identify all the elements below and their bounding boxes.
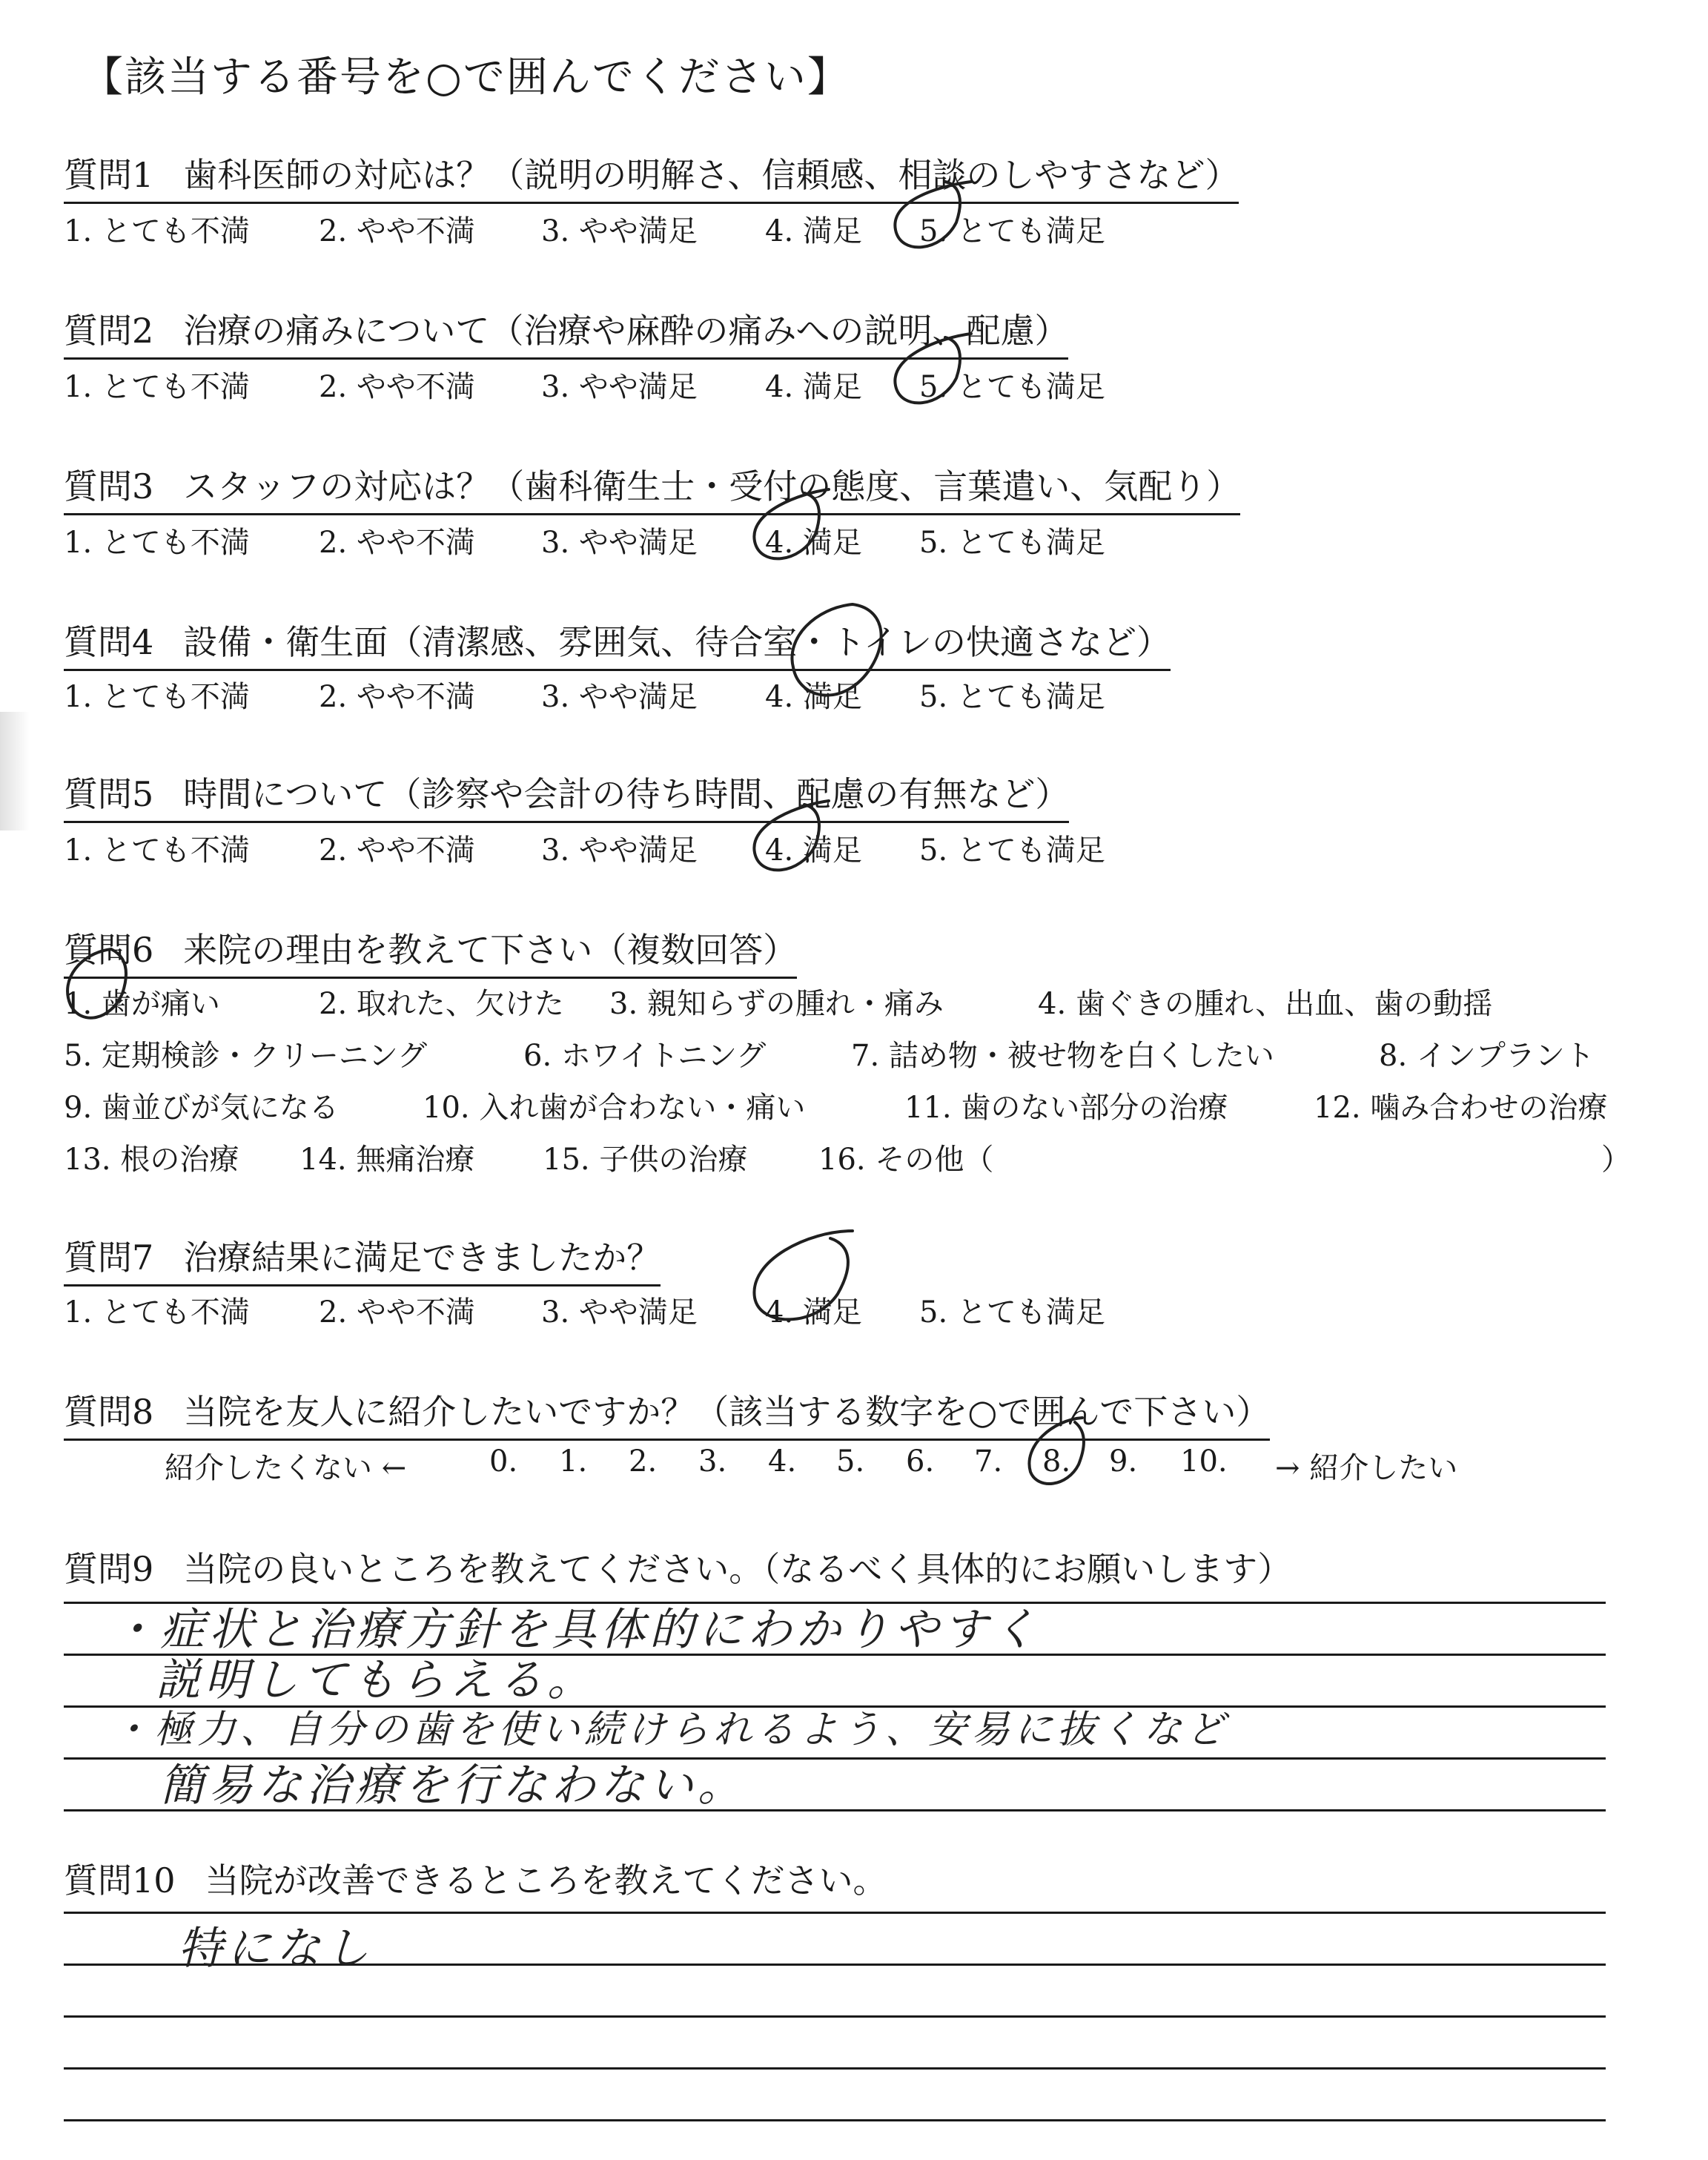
question-8-heading bbox=[64, 1385, 1270, 1441]
q8-scale-9[interactable]: 9. bbox=[1109, 1444, 1138, 1479]
q8-scale-left-label: 紹介したくない ← bbox=[165, 1451, 407, 1485]
question-9-text: 当院の良いところを教えてください。（なるべく具体的にお願いします） bbox=[183, 1549, 1292, 1589]
q3-option-1[interactable]: 1. とても不満 bbox=[64, 526, 250, 560]
question-8-text: 当院を友人に紹介したいですか？（該当する数字を○で囲んで下さい） bbox=[183, 1392, 1271, 1432]
q6-reason-11[interactable]: 11. 歯のない部分の治療 bbox=[904, 1091, 1228, 1125]
q4-option-5[interactable]: 5. とても満足 bbox=[919, 680, 1105, 714]
q4-option-4[interactable]: 4. 満足 bbox=[765, 680, 862, 714]
q9-handwritten-2[interactable]: 説明してもらえる。 bbox=[156, 1654, 596, 1706]
question-3-heading bbox=[64, 460, 1240, 515]
q6-reason-3[interactable]: 3. 親知らずの腫れ・痛み bbox=[609, 987, 944, 1021]
question-5-heading bbox=[64, 767, 1069, 823]
question-10-label: 質問10 bbox=[64, 1860, 176, 1900]
q2-option-3[interactable]: 3. やや満足 bbox=[541, 370, 698, 404]
q6-reason-13[interactable]: 13. 根の治療 bbox=[64, 1143, 239, 1177]
q6-reason-1[interactable]: 1. 歯が痛い bbox=[64, 987, 220, 1021]
q6-reason-14[interactable]: 14. 無痛治療 bbox=[299, 1143, 475, 1177]
question-6-heading bbox=[64, 923, 797, 979]
q6-reason-16[interactable]: 16. その他（ bbox=[818, 1143, 994, 1177]
question-3-text: スタッフの対応は？（歯科衛生士・受付の態度、言葉遣い、気配り） bbox=[183, 466, 1241, 506]
question-4-heading bbox=[64, 615, 1171, 671]
q1-option-5[interactable]: 5. とても満足 bbox=[919, 214, 1105, 248]
q8-scale-6[interactable]: 6. bbox=[906, 1444, 935, 1479]
question-1-label: 質問1 bbox=[64, 155, 154, 195]
q7-option-3[interactable]: 3. やや満足 bbox=[541, 1295, 698, 1330]
question-10-heading bbox=[64, 1854, 887, 1903]
q2-option-4[interactable]: 4. 満足 bbox=[765, 370, 862, 404]
q10-handwritten-1[interactable]: 特になし bbox=[178, 1923, 374, 1975]
question-6-label: 質問6 bbox=[64, 930, 154, 970]
q2-option-2[interactable]: 2. やや不満 bbox=[319, 370, 475, 404]
scan-artifact bbox=[0, 712, 30, 830]
q8-scale-2[interactable]: 2. bbox=[629, 1444, 658, 1479]
question-4-text: 設備・衛生面（清潔感、雰囲気、待合室・トイレの快適さなど） bbox=[183, 622, 1171, 662]
q7-option-2[interactable]: 2. やや不満 bbox=[319, 1295, 475, 1330]
question-7-text: 治療結果に満足できましたか？ bbox=[183, 1238, 661, 1278]
q2-option-5[interactable]: 5. とても満足 bbox=[919, 370, 1105, 404]
q7-option-5[interactable]: 5. とても満足 bbox=[919, 1295, 1105, 1330]
question-6-text: 来院の理由を教えて下さい（複数回答） bbox=[183, 930, 798, 970]
q8-scale-0[interactable]: 0. bbox=[489, 1444, 518, 1479]
q3-option-3[interactable]: 3. やや満足 bbox=[541, 526, 698, 560]
q2-option-1[interactable]: 1. とても不満 bbox=[64, 370, 250, 404]
q6-reason-8[interactable]: 8. インプラント bbox=[1379, 1039, 1595, 1073]
q8-scale-5[interactable]: 5. bbox=[836, 1444, 865, 1479]
question-5-label: 質問5 bbox=[64, 774, 154, 814]
question-1-text: 歯科医師の対応は？（説明の明解さ、信頼感、相談のしやすさなど） bbox=[183, 155, 1239, 195]
q5-option-1[interactable]: 1. とても不満 bbox=[64, 833, 250, 868]
question-5-text: 時間について（診察や会計の待ち時間、配慮の有無など） bbox=[183, 774, 1070, 814]
question-10-text: 当院が改善できるところを教えてください。 bbox=[205, 1860, 887, 1900]
q6-reason-12[interactable]: 12. 噛み合わせの治療 bbox=[1314, 1091, 1608, 1125]
question-2-text: 治療の痛みについて（治療や麻酔の痛みへの説明、配慮） bbox=[183, 311, 1069, 351]
q3-option-2[interactable]: 2. やや不満 bbox=[319, 526, 475, 560]
q8-scale-4[interactable]: 4. bbox=[768, 1444, 797, 1479]
q8-scale-10[interactable]: 10. bbox=[1180, 1444, 1228, 1479]
q6-reason-2[interactable]: 2. 取れた、欠けた bbox=[319, 987, 564, 1021]
question-9-label: 質問9 bbox=[64, 1549, 154, 1589]
q3-option-4[interactable]: 4. 満足 bbox=[765, 526, 862, 560]
q1-option-4[interactable]: 4. 満足 bbox=[765, 214, 862, 248]
q4-option-3[interactable]: 3. やや満足 bbox=[541, 680, 698, 714]
q1-option-3[interactable]: 3. やや満足 bbox=[541, 214, 698, 248]
question-7-label: 質問7 bbox=[64, 1238, 154, 1278]
question-4-label: 質問4 bbox=[64, 622, 154, 662]
q8-scale-3[interactable]: 3. bbox=[698, 1444, 727, 1479]
question-2-label: 質問2 bbox=[64, 311, 154, 351]
q8-scale-right-label: → 紹介したい bbox=[1275, 1451, 1458, 1485]
q10-answer-line-5 bbox=[64, 2119, 1606, 2121]
question-7-heading bbox=[64, 1231, 661, 1287]
q6-reason-4[interactable]: 4. 歯ぐきの腫れ、出血、歯の動揺 bbox=[1038, 987, 1493, 1021]
q4-option-2[interactable]: 2. やや不満 bbox=[319, 680, 475, 714]
question-3-label: 質問3 bbox=[64, 466, 154, 506]
question-2-heading bbox=[64, 304, 1068, 360]
q10-answer-line-3 bbox=[64, 2015, 1606, 2018]
q6-reason-10[interactable]: 10. 入れ歯が合わない・痛い bbox=[423, 1091, 806, 1125]
q8-scale-8[interactable]: 8. bbox=[1042, 1444, 1071, 1479]
q6-reason-5[interactable]: 5. 定期検診・クリーニング bbox=[64, 1039, 428, 1073]
page-title: 【該当する番号を○で囲んでください】 bbox=[82, 53, 850, 102]
q6-reason-15[interactable]: 15. 子供の治療 bbox=[543, 1143, 748, 1177]
q9-handwritten-3[interactable]: ・極力、自分の歯を使い続けられるよう、安易に抜くなど bbox=[111, 1708, 1230, 1752]
question-1-heading bbox=[64, 148, 1239, 204]
q9-handwritten-4[interactable]: 簡易な治療を行なわない。 bbox=[159, 1760, 747, 1811]
q9-handwritten-1[interactable]: ・症状と治療方針を具体的にわかりやすく bbox=[111, 1604, 1041, 1656]
q5-option-3[interactable]: 3. やや満足 bbox=[541, 833, 698, 868]
q5-option-5[interactable]: 5. とても満足 bbox=[919, 833, 1105, 868]
q4-option-1[interactable]: 1. とても不満 bbox=[64, 680, 250, 714]
q3-option-5[interactable]: 5. とても満足 bbox=[919, 526, 1105, 560]
q8-scale-1[interactable]: 1. bbox=[559, 1444, 588, 1479]
q6-reason-9[interactable]: 9. 歯並びが気になる bbox=[64, 1091, 339, 1125]
q10-answer-line-4 bbox=[64, 2067, 1606, 2070]
q5-option-2[interactable]: 2. やや不満 bbox=[319, 833, 475, 868]
q7-option-1[interactable]: 1. とても不満 bbox=[64, 1295, 250, 1330]
question-9-heading bbox=[64, 1542, 1291, 1591]
q6-reason-6[interactable]: 6. ホワイトニング bbox=[523, 1039, 767, 1073]
question-8-label: 質問8 bbox=[64, 1392, 154, 1432]
q1-option-1[interactable]: 1. とても不満 bbox=[64, 214, 250, 248]
q8-scale-7[interactable]: 7. bbox=[974, 1444, 1003, 1479]
q6-reason-16-close: ） bbox=[1601, 1143, 1631, 1177]
q1-option-2[interactable]: 2. やや不満 bbox=[319, 214, 475, 248]
q5-option-4[interactable]: 4. 満足 bbox=[765, 833, 862, 868]
q6-reason-7[interactable]: 7. 詰め物・被せ物を白くしたい bbox=[851, 1039, 1274, 1073]
q7-option-4[interactable]: 4. 満足 bbox=[765, 1295, 862, 1330]
